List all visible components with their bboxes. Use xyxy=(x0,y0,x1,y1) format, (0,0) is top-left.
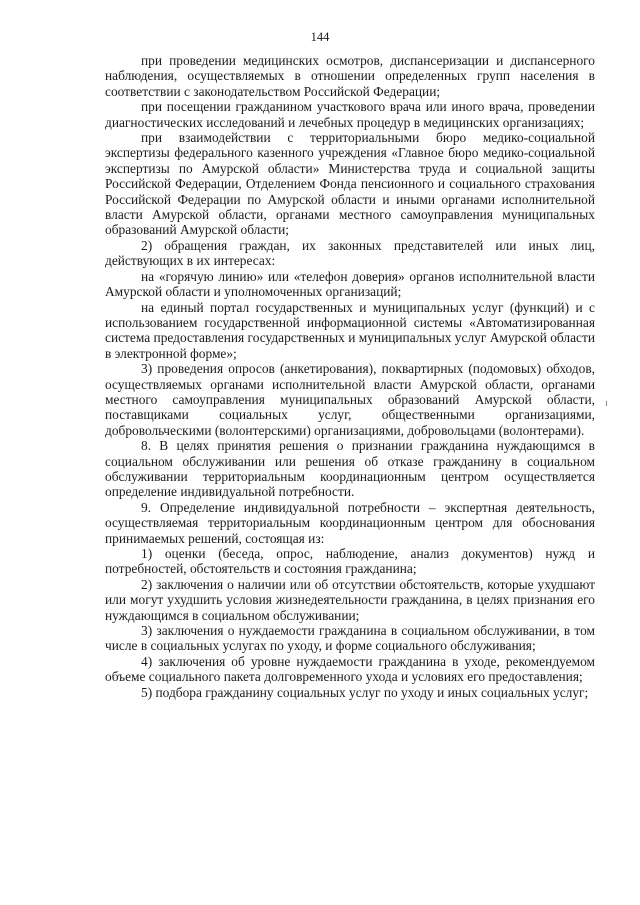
paragraph: 4) заключения об уровне нуждаемости гражданина в уходе, рекомендуемом объеме социального пакета долговременного ухода и условиях его предоставления; xyxy=(105,653,595,685)
paragraph: 2) заключения о наличии или об отсутствии обстоятельств, которые ухудшают или могут ухудшить условия жизнедеятельности гражданина, в целях признания его нуждающимся в социальном обслуживании; xyxy=(105,576,595,623)
paragraph: на «горячую линию» или «телефон доверия» органов исполнительной власти Амурской области и уполномоченных организаций; xyxy=(105,268,595,300)
paragraph: при проведении медицинских осмотров, диспансеризации и диспансерного наблюдения, осуществляемых в отношении определенных групп населения в соответствии с законодательством Российской Федерации; xyxy=(105,53,595,99)
paragraph: 1) оценки (беседа, опрос, наблюдение, анализ документов) нужд и потребностей, обстоятельств и состояния гражданина; xyxy=(105,546,595,577)
paragraph: на единый портал государственных и муниципальных услуг (функций) и с использованием государственной информационной системы «Автоматизированная система предоставления государственных и муниципальных услуг Амурской области в электронной форме»; xyxy=(105,299,595,361)
scan-mark xyxy=(606,401,607,406)
paragraph: при посещении гражданином участкового врача или иного врача, проведении диагностических исследований и лечебных процедур в медицинских организациях; xyxy=(105,99,595,130)
document-body xyxy=(105,53,595,700)
paragraph: при взаимодействии с территориальными бюро медико-социальной экспертизы федерального казенного учреждения «Главное бюро медико-социальной экспертизы по Амурской области» Министерства труда и социальной защиты Российской Федерации, Отделением Фонда пенсионного и социального страхования Российской Федерации по Амурской области и иными органами исполнительной власти Амурской области, органами местного самоуправления муниципальных образований Амурской области; xyxy=(105,130,595,238)
paragraph: 2) обращения граждан, их законных представителей или иных лиц, действующих в их интересах: xyxy=(105,237,595,269)
paragraph: 5) подбора гражданину социальных услуг по уходу и иных социальных услуг; xyxy=(141,684,589,700)
paragraph: 9. Определение индивидуальной потребности – экспертная деятельность, осуществляемая территориальным координационным центром для обоснования принимаемых решений, состоящая из: xyxy=(105,499,595,546)
paragraph: 3) заключения о нуждаемости гражданина в социальном обслуживании, в том числе в социальных услугах по уходу, и форме социального обслуживания; xyxy=(105,623,595,654)
page-number: 144 xyxy=(310,30,330,44)
paragraph: 8. В целях принятия решения о признании гражданина нуждающимся в социальном обслуживании или решения об отказе гражданину в социальном обслуживании территориальным координационным центром осуществляется определение индивидуальной потребности. xyxy=(105,438,595,500)
paragraph: 3) проведения опросов (анкетирования), поквартирных (подомовых) обходов, осуществляемых органами исполнительной власти Амурской области, органами местного самоуправления муниципальных образований Амурской области, поставщиками социальных услуг, общественными организациями, добровольческими (волонтерскими) организациями, добровольцами (волонтерами). xyxy=(105,361,595,438)
